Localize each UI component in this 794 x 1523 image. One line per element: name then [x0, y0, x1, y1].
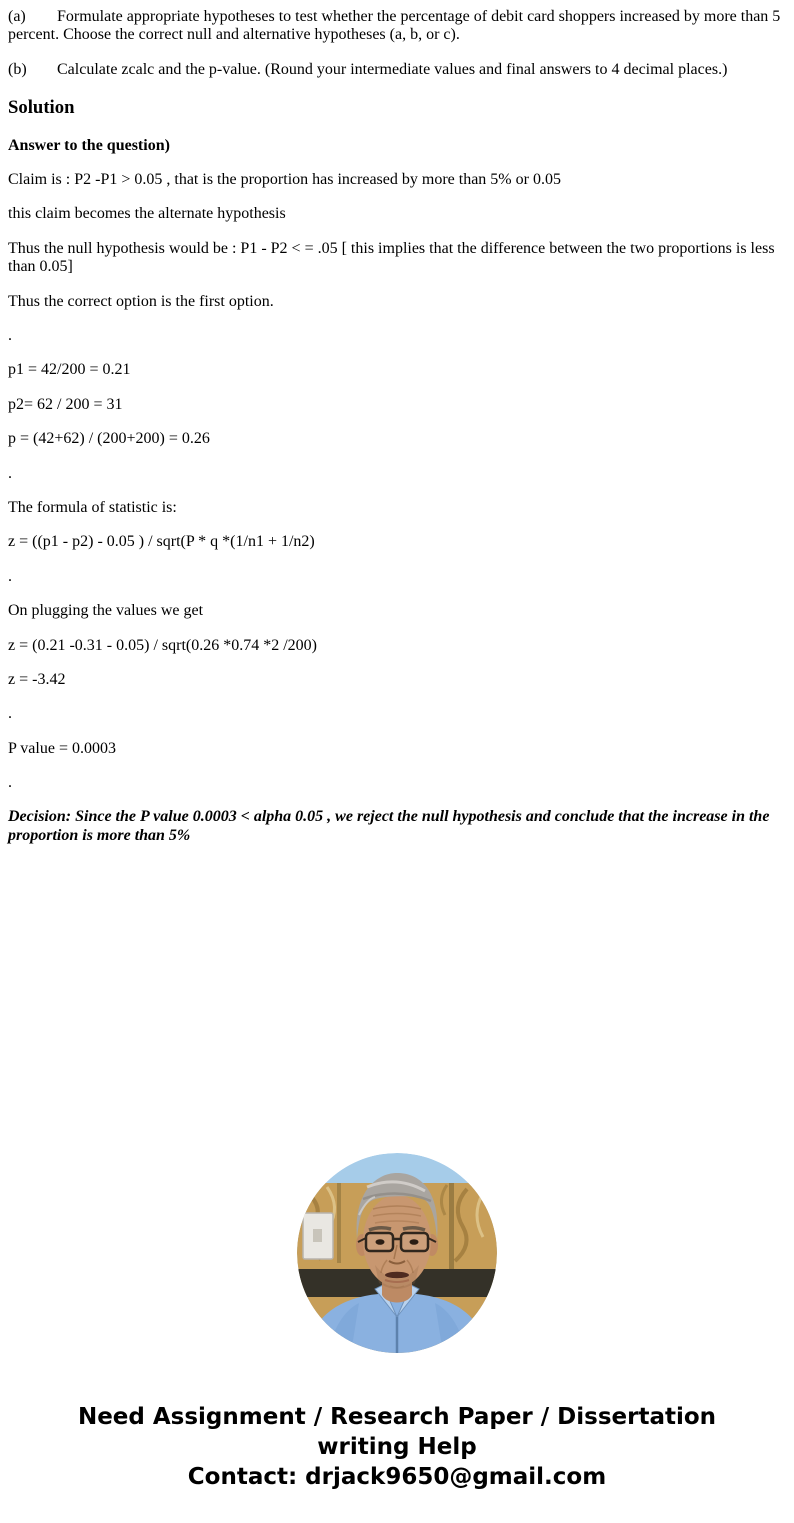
z-result-line: z = -3.42 [8, 670, 66, 688]
dot-separator: . [8, 705, 12, 723]
person-avatar-graphic [297, 1153, 497, 1353]
alternate-hypothesis-line: this claim becomes the alternate hypothesis [8, 205, 286, 223]
formula-intro-line: The formula of statistic is: [8, 498, 177, 516]
decision-statement: Decision: Since the P value 0.0003 < alpha 0.05 , we reject the null hypothesis and conclude that the increase in the proportion is more than 5% [8, 808, 770, 844]
dot-separator: . [8, 567, 12, 585]
correct-option-line: Thus the correct option is the first option. [8, 292, 274, 310]
plugging-values-line: On plugging the values we get [8, 602, 204, 620]
dot-separator: . [8, 464, 12, 482]
dot-separator: . [8, 327, 12, 345]
solution-heading: Solution [8, 97, 75, 119]
footer-contact-email: Contact: drjack9650@gmail.com [187, 1464, 607, 1490]
dot-separator: . [8, 774, 12, 792]
p2-calculation: p2= 62 / 200 = 31 [8, 395, 123, 413]
p1-calculation: p1 = 42/200 = 0.21 [8, 361, 131, 379]
claim-line: Claim is : P2 -P1 > 0.05 , that is the proportion has increased by more than 5% or 0.05 [8, 171, 561, 189]
question-a-text: Formulate appropriate hypotheses to test whether the percentage of debit card shoppers increased by more than 5 percent. Choose the correct null and alternative hypotheses (a, b, or c). [8, 8, 781, 44]
z-formula-line: z = ((p1 - p2) - 0.05 ) / sqrt(P * q *(1/n1 + 1/n2) [8, 533, 315, 551]
p-value-line: P value = 0.0003 [8, 739, 116, 757]
question-b-text: Calculate zcalc and the p-value. (Round your intermediate values and final answers to 4 decimal places.) [57, 60, 728, 78]
answer-heading: Answer to the question) [8, 136, 170, 154]
pooled-p-calculation: p = (42+62) / (200+200) = 0.26 [8, 430, 210, 448]
question-b-label: (b) [8, 60, 27, 78]
help-advertisement [0, 1402, 794, 1492]
question-a-label: (a) [8, 8, 26, 25]
question-b [8, 61, 786, 79]
null-hypothesis-line: Thus the null hypothesis would be : P1 - P2 < = .05 [ this implies that the difference between the two proportions is less than 0.05] [8, 239, 775, 276]
tutor-photo [297, 1153, 497, 1353]
z-substitution-line: z = (0.21 -0.31 - 0.05) / sqrt(0.26 *0.74 *2 /200) [8, 636, 317, 654]
question-a [8, 8, 786, 45]
footer-line-2: writing Help [317, 1434, 477, 1460]
footer-line-1: Need Assignment / Research Paper / Dissertation [77, 1404, 717, 1430]
